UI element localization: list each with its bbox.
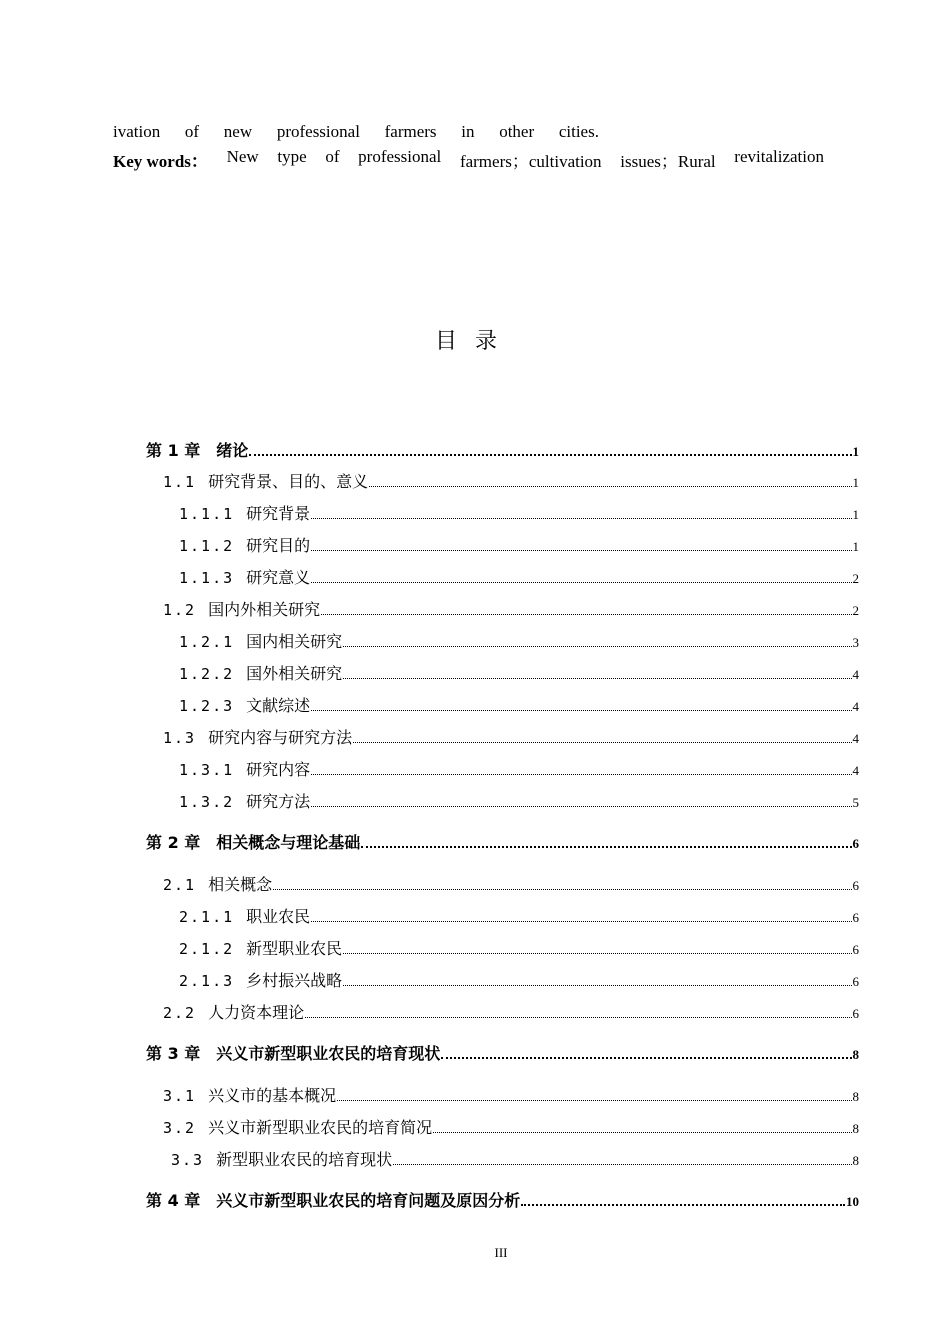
- toc-entry[interactable]: [179, 936, 859, 959]
- toc-entry-number: 1.2: [163, 601, 197, 619]
- toc-entry[interactable]: [179, 757, 859, 780]
- toc-entry-page: 1: [852, 539, 859, 554]
- toc-entry-number: 第 1 章: [146, 441, 201, 460]
- toc-entry-page: 6: [852, 974, 859, 989]
- toc-entry[interactable]: [146, 438, 859, 461]
- toc-entry[interactable]: [163, 1115, 859, 1138]
- toc-entry[interactable]: [163, 597, 859, 620]
- toc-entry[interactable]: [179, 565, 859, 588]
- toc-entry-page: 2: [852, 603, 859, 618]
- keyword: of: [325, 147, 340, 166]
- toc-entry-title: 研究内容: [246, 760, 311, 779]
- toc-leader: [311, 709, 851, 711]
- toc-entry[interactable]: [146, 1188, 859, 1211]
- toc-entry-number: 1.2.1: [179, 633, 235, 651]
- toc-leader: [311, 920, 851, 922]
- abstract-word: of: [184, 122, 200, 141]
- toc-entry-number: 1.1.2: [179, 537, 235, 555]
- toc-entry-title: 研究意义: [246, 568, 311, 587]
- toc-entry[interactable]: [163, 872, 859, 895]
- toc-leader: [337, 1099, 851, 1101]
- toc-entry[interactable]: [163, 469, 859, 492]
- toc-entry-number: 2.1.1: [179, 908, 235, 926]
- toc-entry-title: 兴义市新型职业农民的培育问题及原因分析: [216, 1191, 521, 1210]
- toc-entry[interactable]: [179, 501, 859, 524]
- toc-entry-page: 6: [852, 910, 859, 925]
- toc-entry[interactable]: [163, 1000, 859, 1023]
- toc-entry-title: 兴义市新型职业农民的培育简况: [208, 1118, 433, 1137]
- toc-entry-page: 8: [852, 1153, 859, 1168]
- toc-entry-number: 1.1.1: [179, 505, 235, 523]
- toc-entry-title: 乡村振兴战略: [246, 971, 343, 990]
- keywords-label: Key words：: [113, 152, 208, 171]
- toc-entry-page: 4: [852, 731, 859, 746]
- toc-entry-number: 1.2.3: [179, 697, 235, 715]
- toc-leader: [321, 613, 851, 615]
- toc-entry-page: 4: [852, 763, 859, 778]
- toc-leader: [305, 1016, 851, 1018]
- toc-entry-number: 1.2.2: [179, 665, 235, 683]
- abstract-word: other: [499, 122, 535, 141]
- toc-entry-number: 第 4 章: [146, 1191, 201, 1210]
- toc-entry-page: 6: [852, 878, 859, 893]
- keyword: issues；Rural: [620, 152, 716, 171]
- toc-entry-title: 国外相关研究: [246, 664, 343, 683]
- keyword: type: [277, 147, 307, 166]
- toc-leader: [273, 888, 851, 890]
- keywords-line: [113, 147, 824, 172]
- toc-leader: [343, 952, 851, 954]
- toc-title: 目录: [434, 329, 515, 354]
- toc-entry-title: 研究目的: [246, 536, 311, 555]
- toc-entry-title: 研究背景、目的、意义: [208, 472, 369, 491]
- toc-leader: [343, 984, 851, 986]
- toc-entry[interactable]: [179, 629, 859, 652]
- keyword: farmers；cultivation: [459, 152, 602, 171]
- toc-leader: [249, 453, 851, 456]
- toc-entry-number: 2.1.3: [179, 972, 235, 990]
- toc-leader: [369, 485, 851, 487]
- toc-entry[interactable]: [146, 1041, 859, 1064]
- toc-entry-title: 新型职业农民: [246, 939, 343, 958]
- toc-leader: [361, 845, 851, 848]
- toc-entry-page: 5: [852, 795, 859, 810]
- toc-entry[interactable]: [179, 661, 859, 684]
- toc-entry-title: 研究方法: [246, 792, 311, 811]
- toc-entry-title: 绪论: [216, 441, 249, 460]
- toc-entry-page: 6: [852, 836, 859, 851]
- toc-entry-title: 职业农民: [246, 907, 311, 926]
- toc-entry-number: 2.2: [163, 1004, 197, 1022]
- toc-entry-page: 8: [852, 1089, 859, 1104]
- toc-entry-number: 第 2 章: [146, 833, 201, 852]
- toc-entry[interactable]: [179, 968, 859, 991]
- toc-entry[interactable]: [146, 830, 859, 853]
- toc-entry-title: 文献综述: [246, 696, 311, 715]
- toc-leader: [311, 549, 851, 551]
- toc-leader: [311, 805, 851, 807]
- toc-entry-page: 1: [852, 475, 859, 490]
- toc-leader: [433, 1131, 851, 1133]
- page-number: III: [494, 1245, 508, 1260]
- toc-entry-page: 6: [852, 1006, 859, 1021]
- toc-leader: [521, 1203, 845, 1206]
- toc-leader: [311, 581, 851, 583]
- abstract-word: professional: [276, 122, 360, 141]
- toc-entry-page: 8: [852, 1121, 859, 1136]
- toc-entry[interactable]: [163, 725, 859, 748]
- toc-leader: [441, 1056, 851, 1059]
- toc-entry[interactable]: [179, 789, 859, 812]
- toc-entry-number: 2.1: [163, 876, 197, 894]
- toc-leader: [343, 645, 851, 647]
- toc-entry-title: 兴义市新型职业农民的培育现状: [216, 1044, 441, 1063]
- toc-entry-number: 1.1: [163, 473, 197, 491]
- toc-entry-title: 相关概念与理论基础: [216, 833, 361, 852]
- toc-entry-title: 国内相关研究: [246, 632, 343, 651]
- toc-entry-number: 第 3 章: [146, 1044, 201, 1063]
- toc-entry-number: 2.1.2: [179, 940, 235, 958]
- toc-entry-page: 6: [852, 942, 859, 957]
- toc-entry-number: 3.2: [163, 1119, 197, 1137]
- toc-leader: [311, 517, 851, 519]
- toc-entry-page: 3: [852, 635, 859, 650]
- toc-entry-number: 1.3.2: [179, 793, 235, 811]
- abstract-word: farmers: [384, 122, 437, 141]
- toc-leader: [393, 1163, 851, 1165]
- toc-entry[interactable]: [179, 693, 859, 716]
- toc-entry-title: 研究背景: [246, 504, 311, 523]
- toc-entry-page: 10: [846, 1194, 859, 1209]
- abstract-word: cities.: [558, 122, 599, 141]
- abstract-word: new: [223, 122, 253, 141]
- abstract-word: in: [461, 122, 475, 141]
- toc-entry-title: 兴义市的基本概况: [208, 1086, 337, 1105]
- toc-entry[interactable]: [179, 533, 859, 556]
- toc-entry-page: 2: [852, 571, 859, 586]
- keyword: professional: [358, 147, 442, 166]
- toc-leader: [353, 741, 851, 743]
- toc-entry-page: 8: [852, 1047, 859, 1062]
- toc-entry-page: 4: [852, 699, 859, 714]
- abstract-word: ivation: [113, 122, 161, 141]
- toc-entry-title: 人力资本理论: [208, 1003, 305, 1022]
- toc-entry[interactable]: [171, 1147, 859, 1170]
- toc-entry-title: 新型职业农民的培育现状: [216, 1150, 393, 1169]
- abstract-last-line: [113, 122, 599, 142]
- toc-entry-number: 3.1: [163, 1087, 197, 1105]
- toc-entry-number: 1.3.1: [179, 761, 235, 779]
- keyword: revitalization: [734, 147, 824, 166]
- toc-entry-title: 国内外相关研究: [208, 600, 321, 619]
- toc-entry-title: 研究内容与研究方法: [208, 728, 353, 747]
- toc-entry-title: 相关概念: [208, 875, 273, 894]
- toc-entry-number: 3.3: [171, 1151, 205, 1169]
- keyword: New: [226, 147, 259, 166]
- toc-entry-number: 1.3: [163, 729, 197, 747]
- toc-entry[interactable]: [163, 1083, 859, 1106]
- toc-entry-page: 4: [852, 667, 859, 682]
- toc-entry-page: 1: [852, 507, 859, 522]
- toc-entry-number: 1.1.3: [179, 569, 235, 587]
- toc-leader: [343, 677, 851, 679]
- toc-leader: [311, 773, 851, 775]
- toc-entry[interactable]: [179, 904, 859, 927]
- toc-entry-page: 1: [852, 444, 859, 459]
